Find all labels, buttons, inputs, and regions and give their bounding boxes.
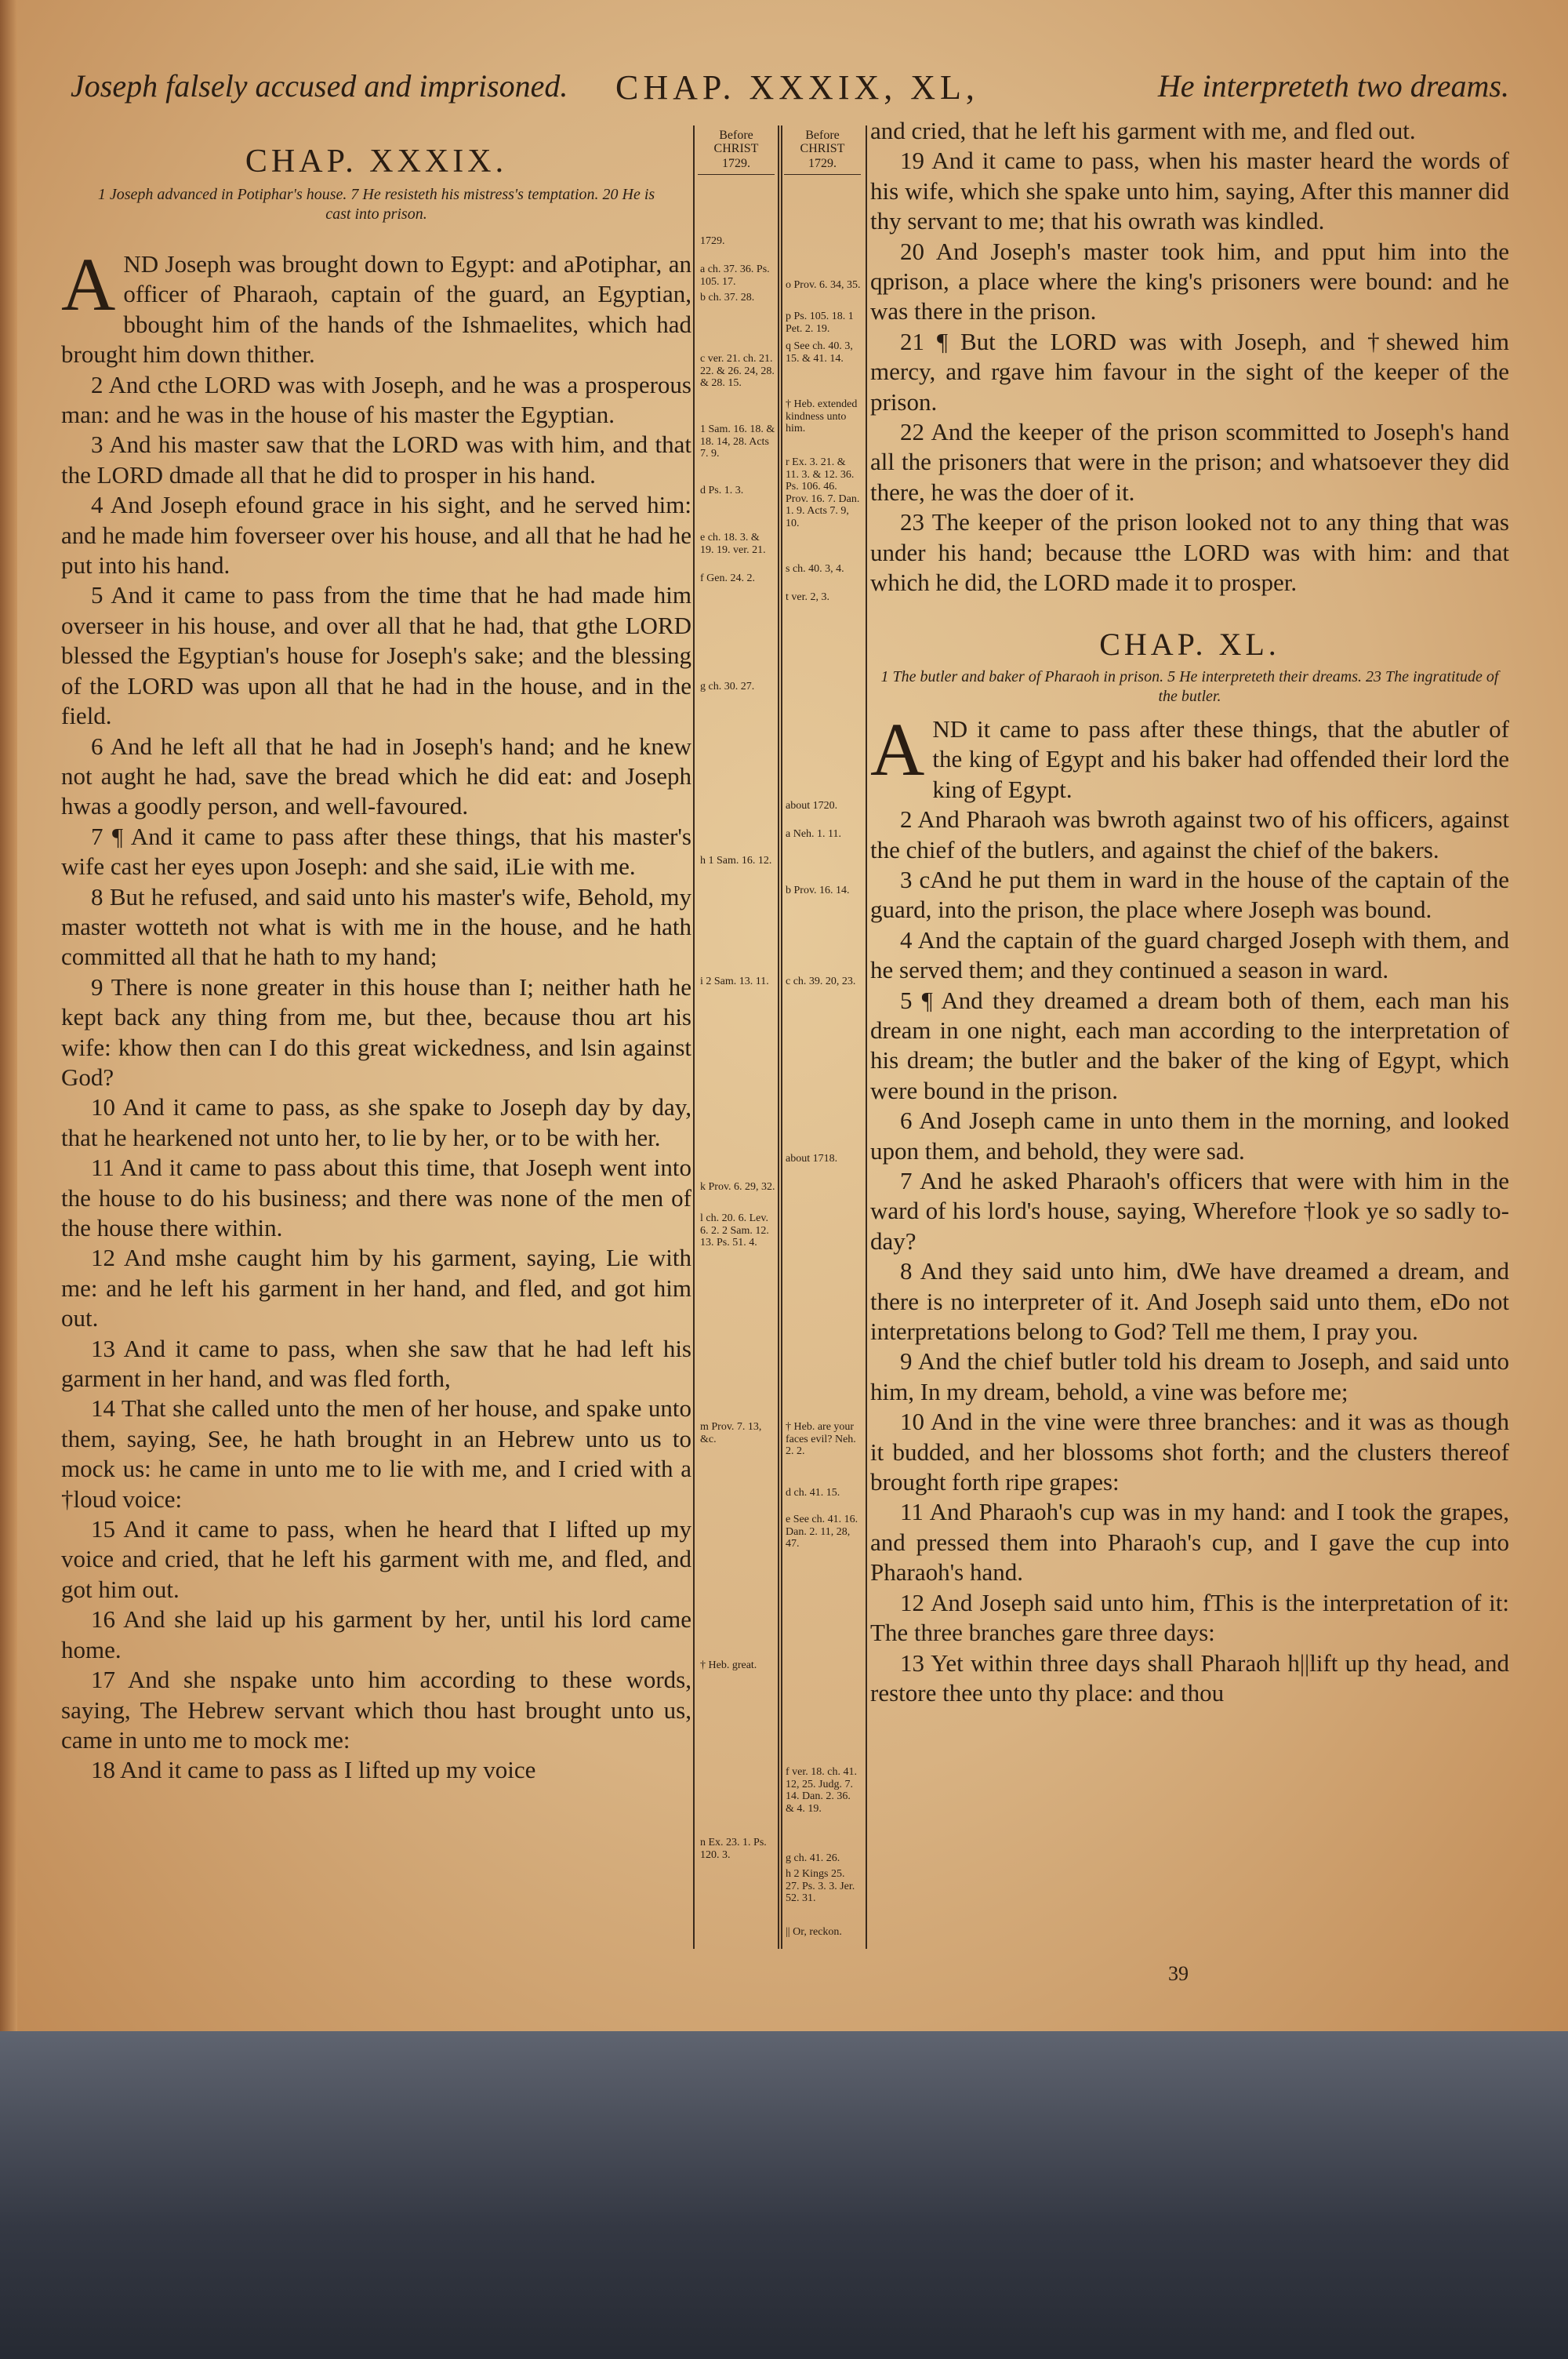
margin-rule: [778, 125, 779, 1949]
verse: 13 And it came to pass, when she saw that he had left his garment in her hand, and was fled forth,: [61, 1334, 691, 1393]
verse: 12 And mshe caught him by his garment, saying, Lie with me: and he left his garment in her hand, and fled, and got him out.: [61, 1244, 691, 1332]
verse: 8 But he refused, and said unto his master's wife, Behold, my master wotteth not what is with me in the house, and he hath committed all that he hath to my hand;: [61, 882, 691, 971]
verse: 15 And it came to pass, when he heard that I lifted up my voice and cried, that he left his garment with me, and fled, and got him out.: [61, 1515, 691, 1603]
margin-note: † Heb. great.: [700, 1659, 757, 1671]
margin-note: s ch. 40. 3, 4.: [786, 563, 844, 575]
verse: 16 And she laid up his garment by her, until his lord came home.: [61, 1605, 691, 1663]
margin-note: 1 Sam. 16. 18. & 18. 14, 28. Acts 7. 9.: [700, 423, 775, 460]
verse: 10 And it came to pass, as she spake to Joseph day by day, that he hearkened not unto her, to lie by her, or to be with her.: [61, 1093, 691, 1151]
chapter-40-summary: 1 The butler and baker of Pharaoh in prison. 5 He interpreteth their dreams. 23 The ingratitude of the butler.: [880, 667, 1499, 705]
verse: 6 And Joseph came in unto them in the morning, and looked upon them, and behold, they were sad.: [870, 1107, 1509, 1165]
verse: AND Joseph was brought down to Egypt: and aPotiphar, an officer of Pharaoh, captain of the guard, an Egyptian, bbought him of the hands of the Ishmaelites, which had brought him down thither.: [61, 242, 691, 369]
year-label: 1729.: [808, 157, 837, 170]
margin-note: † Heb. are your faces evil? Neh. 2. 2.: [786, 1421, 856, 1457]
before-christ-label: Before CHRIST: [713, 129, 759, 155]
margin-note: a Neh. 1. 11.: [786, 828, 842, 840]
verse: 7 ¶ And it came to pass after these things, that his master's wife cast her eyes upon Joseph: and she said, iLie with me.: [61, 822, 691, 881]
margin-note: h 1 Sam. 16. 12.: [700, 855, 772, 867]
margin-head-rule: [698, 174, 775, 175]
margin-note: i 2 Sam. 13. 11.: [700, 976, 769, 987]
verse: 12 And Joseph said unto him, fThis is the interpretation of it: The three branches gare three days:: [870, 1588, 1509, 1647]
margin-note: k Prov. 6. 29, 32.: [700, 1181, 775, 1193]
margin-note: h 2 Kings 25. 27. Ps. 3. 3. Jer. 52. 31.: [786, 1868, 855, 1904]
margin-note: e ch. 18. 3. & 19. 19. ver. 21.: [700, 532, 766, 556]
running-head-left: Joseph falsely accused and imprisoned.: [71, 68, 568, 104]
background-surface: [0, 2031, 1568, 2359]
left-text-column: [61, 242, 691, 1786]
margin-rule: [693, 125, 695, 1949]
verse: 11 And it came to pass about this time, that Joseph went into the house to do his business; and there was none of the men of the house there within.: [61, 1154, 691, 1241]
verse: 20 And Joseph's master took him, and pput him into the qprison, a place where the king's prisoners were bound: and he was there in the prison.: [870, 237, 1509, 325]
margin-note: f Gen. 24. 2.: [700, 572, 755, 584]
margin-note: b ch. 37. 28.: [700, 292, 755, 304]
verse: 7 And he asked Pharaoh's officers that were with him in the ward of his lord's house, saying, Wherefore †look ye so sadly to-day?: [870, 1167, 1509, 1255]
margin-note: c ch. 39. 20, 23.: [786, 976, 856, 987]
verse: 3 cAnd he put them in ward in the house of the captain of the guard, into the prison, the place where Joseph was bound.: [870, 865, 1509, 924]
page-number: 39: [1168, 1962, 1189, 1985]
verse: AND it came to pass after these things, that the abutler of the king of Egypt and his baker had offended their lord the king of Egypt.: [870, 707, 1509, 803]
margin-note: about 1718.: [786, 1153, 838, 1165]
verse: 13 Yet within three days shall Pharaoh h||lift up thy head, and restore thee unto thy place: and thou: [870, 1648, 1509, 1707]
margin-note: g ch. 41. 26.: [786, 1852, 840, 1864]
verse: 9 And the chief butler told his dream to Joseph, and said unto him, In my dream, behold, a vine was before me;: [870, 1347, 1509, 1405]
margin-note: n Ex. 23. 1. Ps. 120. 3.: [700, 1837, 767, 1861]
margin-rule: [866, 125, 867, 1949]
verse: 17 And she nspake unto him according to these words, saying, The Hebrew servant which thou hast brought unto us, came in unto me to mock me:: [61, 1666, 691, 1754]
verse: 23 The keeper of the prison looked not to any thing that was under his hand; because tthe LORD was with him: and that which he did, the LORD made it to prosper.: [870, 508, 1509, 597]
verse: and cried, that he left his garment with me, and fled out.: [870, 117, 1416, 144]
verse: 2 And Pharaoh was bwroth against two of his officers, against the chief of the butlers, and against the chief of the bakers.: [870, 805, 1509, 863]
right-text-column: [870, 116, 1509, 1708]
year-label: 1729.: [722, 157, 750, 170]
margin-note: m Prov. 7. 13, &c.: [700, 1421, 762, 1445]
margin-note: d ch. 41. 15.: [786, 1487, 840, 1499]
margin-note: r Ex. 3. 21. & 11. 3. & 12. 36. Ps. 106. 46. Prov. 16. 7. Dan. 1. 9. Acts 7. 9, 10.: [786, 456, 860, 529]
verse: 8 And they said unto him, dWe have dreamed a dream, and there is no interpreter of it. And Joseph said unto them, eDo not interpretations belong to God? Tell me them, I pray you.: [870, 1257, 1509, 1346]
verse: 10 And in the vine were three branches: and it was as though it budded, and her blossoms shot forth; and the clusters thereof brought forth ripe grapes:: [870, 1408, 1509, 1496]
verse: 11 And Pharaoh's cup was in my hand: and I took the grapes, and pressed them into Pharaoh's cup, and I gave the cup into Pharaoh's hand.: [870, 1498, 1509, 1587]
chapter-39-title: CHAP. XXXIX.: [245, 144, 508, 180]
page-gutter-edge: [0, 0, 17, 2031]
verse: 3 And his master saw that the LORD was with him, and that the LORD dmade all that he did to prosper in his hand.: [61, 431, 691, 489]
margin-note: 1729.: [700, 235, 725, 247]
running-head-right: He interpreteth two dreams.: [1157, 68, 1509, 104]
verse: 6 And he left all that he had in Joseph's hand; and he knew not aught he had, save the bread which he did eat: and Joseph hwas a goodly person, and well-favoured.: [61, 732, 691, 820]
verse: 9 There is none greater in this house than I; neither hath he kept back any thing from me, but thee, because thou art his wife: khow then can I do this great wickedness, and lsin against God?: [61, 972, 691, 1091]
margin-note: e See ch. 41. 16. Dan. 2. 11, 28, 47.: [786, 1514, 858, 1550]
verse: 5 ¶ And they dreamed a dream both of them, each man his dream in one night, each man according to the interpretation of his dream; the butler and the baker of the king of Egypt, which were bound in the prison.: [870, 986, 1509, 1104]
before-christ-label: Before CHRIST: [800, 129, 845, 155]
margin-note: c ver. 21. ch. 21. 22. & 26. 24, 28. & 28. 15.: [700, 353, 775, 389]
margin-note: g ch. 30. 27.: [700, 681, 755, 692]
margin-note: d Ps. 1. 3.: [700, 485, 744, 496]
margin-note: b Prov. 16. 14.: [786, 885, 850, 896]
chapter-40-title: CHAP. XL.: [1099, 626, 1280, 662]
verse: 4 And Joseph efound grace in his sight, and he served him: and he made him foverseer over his house, and all that he had he put into his hand.: [61, 491, 691, 580]
margin-note: o Prov. 6. 34, 35.: [786, 279, 861, 291]
dropcap: A: [870, 707, 925, 791]
margin-note: a ch. 37. 36. Ps. 105. 17.: [700, 264, 770, 288]
margin-note: about 1720.: [786, 800, 838, 812]
margin-note: q See ch. 40. 3, 15. & 41. 14.: [786, 340, 853, 365]
margin-note: f ver. 18. ch. 41. 12, 25. Judg. 7. 14. Dan. 2. 36. & 4. 19.: [786, 1766, 857, 1815]
chapter-39-summary: 1 Joseph advanced in Potiphar's house. 7 He resisteth his mistress's temptation. 20 He is cast into prison.: [97, 186, 655, 223]
verse: 22 And the keeper of the prison scommitted to Joseph's hand all the prisoners that were in the prison; and whatsoever they did there, he was the doer of it.: [870, 418, 1509, 506]
verse: 2 And cthe LORD was with Joseph, and he was a prosperous man: and he was in the house of his master the Egyptian.: [61, 370, 691, 429]
verse: 19 And it came to pass, when his master heard the words of his wife, which she spake unto him, saying, After this manner did thy servant to me; that his owrath was kindled.: [870, 147, 1509, 235]
margin-note: p Ps. 105. 18. 1 Pet. 2. 19.: [786, 311, 854, 335]
margin-note: || Or, reckon.: [786, 1926, 842, 1938]
margin-head-rule: [784, 174, 861, 175]
margin-rule: [781, 125, 782, 1949]
dropcap: A: [61, 242, 116, 326]
verse: 18 And it came to pass as I lifted up my voice: [91, 1756, 536, 1784]
running-head-center: CHAP. XXXIX, XL,: [615, 68, 979, 107]
verse: 4 And the captain of the guard charged Joseph with them, and he served them; and they continued a season in ward.: [870, 925, 1509, 984]
margin-note: t ver. 2, 3.: [786, 591, 829, 603]
verse: 5 And it came to pass from the time that he had made him overseer in his house, and over all that he had, that gthe LORD blessed the Egyptian's house for Joseph's sake; and the blessing of the LORD was upon all that he had in the house, and in the field.: [61, 581, 691, 730]
verse: 14 That she called unto the men of her house, and spake unto them, saying, See, he hath brought in an Hebrew unto us to mock us: he came in unto me to lie with me, and I cried with a †loud voice:: [61, 1394, 691, 1513]
margin-note: † Heb. extended kindness unto him.: [786, 398, 858, 434]
running-head: [71, 67, 1509, 114]
margin-note: l ch. 20. 6. Lev. 6. 2. 2 Sam. 12. 13. Ps. 51. 4.: [700, 1212, 769, 1249]
verse: 21 ¶ But the LORD was with Joseph, and †shewed him mercy, and rgave him favour in the sight of the keeper of the prison.: [870, 327, 1509, 416]
